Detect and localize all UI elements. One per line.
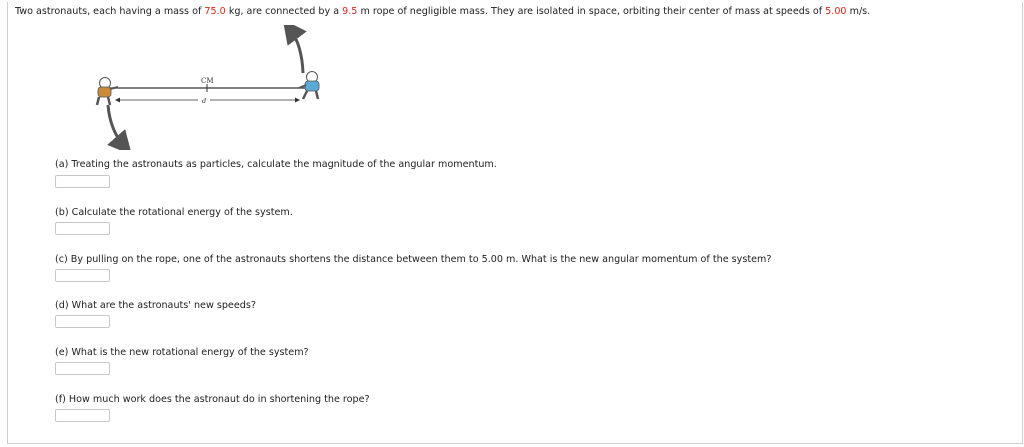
answer-d-input[interactable] bbox=[55, 315, 110, 328]
question-c-label: (c) By pulling on the rope, one of the astronauts shortens the distance between them to 5.00 m. What is the new angular momentum of the system? bbox=[55, 254, 772, 265]
d-arrow-right bbox=[295, 98, 300, 103]
answer-c-input[interactable] bbox=[55, 269, 110, 282]
question-b-label: (b) Calculate the rotational energy of the system. bbox=[55, 207, 293, 218]
astronaut-left bbox=[97, 78, 118, 106]
speed-value: 5.00 bbox=[825, 6, 847, 17]
astronaut-right bbox=[299, 72, 319, 100]
question-f-label: (f) How much work does the astronaut do in shortening the rope? bbox=[55, 394, 370, 405]
question-a-label: (a) Treating the astronauts as particles, calculate the magnitude of the angular momentum. bbox=[55, 159, 497, 170]
answer-b-input[interactable] bbox=[55, 222, 110, 235]
intro-text-2: kg, are connected by a bbox=[225, 6, 343, 17]
d-arrow-left bbox=[115, 98, 120, 103]
question-e-label: (e) What is the new rotational energy of the system? bbox=[55, 347, 309, 358]
d-label: d bbox=[202, 97, 207, 105]
intro-text-3: m rope of negligible mass. They are isolated in space, orbiting their center of mass at speeds of bbox=[357, 6, 826, 17]
answer-e-input[interactable] bbox=[55, 362, 110, 375]
question-d-label: (d) What are the astronauts' new speeds? bbox=[55, 300, 256, 311]
mass-value: 75.0 bbox=[204, 6, 226, 17]
velocity-arrow-up bbox=[290, 29, 303, 73]
answer-a-input[interactable] bbox=[55, 175, 110, 188]
intro-text-1: Two astronauts, each having a mass of bbox=[15, 6, 205, 17]
intro-text-4: m/s. bbox=[846, 6, 871, 17]
velocity-arrow-down bbox=[108, 105, 124, 146]
answer-f-input[interactable] bbox=[55, 409, 110, 422]
cm-label: CM bbox=[201, 77, 214, 85]
astronauts-figure bbox=[90, 25, 340, 150]
problem-statement bbox=[15, 5, 870, 19]
rope-length-value: 9.5 bbox=[342, 6, 358, 17]
